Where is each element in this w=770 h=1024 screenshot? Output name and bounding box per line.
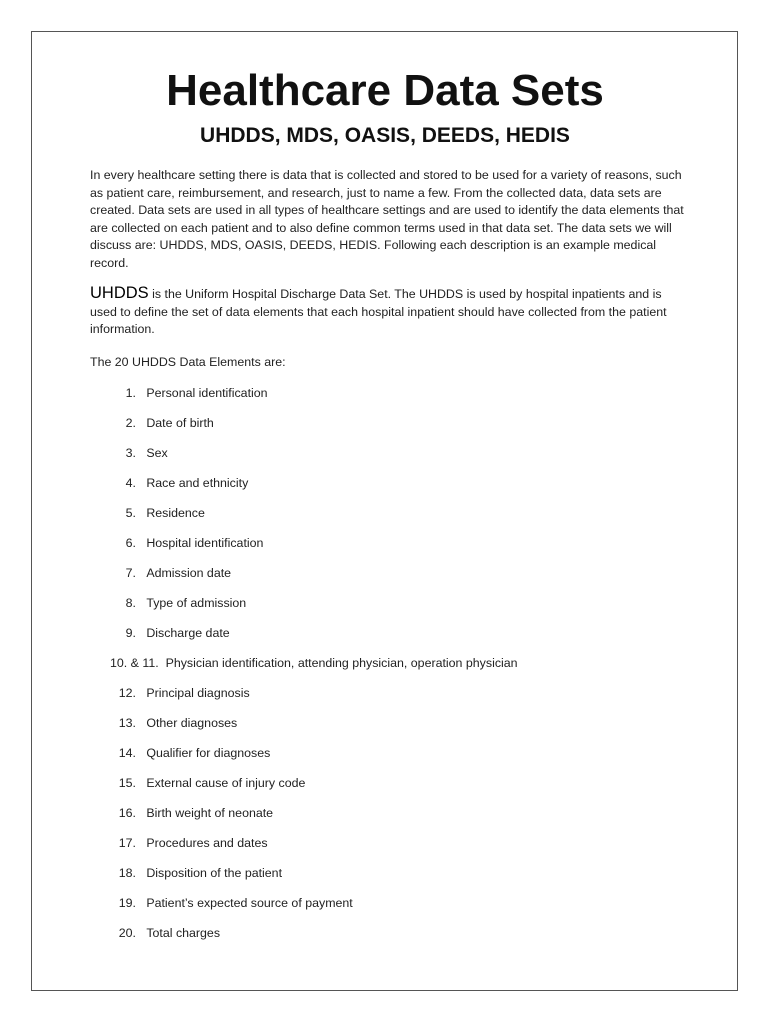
list-item xyxy=(90,774,518,804)
item-text: Type of admission xyxy=(146,596,247,610)
item-number: 20. xyxy=(118,926,136,940)
item-text: External cause of injury code xyxy=(146,776,306,790)
list-item xyxy=(90,384,518,414)
item-text: Procedures and dates xyxy=(146,836,268,850)
uhdds-term: UHDDS xyxy=(90,284,149,302)
list-item xyxy=(90,414,518,444)
list-item xyxy=(90,594,518,624)
uhdds-paragraph xyxy=(90,285,690,339)
item-text: Patient’s expected source of payment xyxy=(146,896,353,910)
list-item xyxy=(90,924,518,954)
data-elements-list xyxy=(90,384,518,954)
item-text: Other diagnoses xyxy=(146,716,238,730)
item-text: Total charges xyxy=(146,926,221,940)
item-number: 4. xyxy=(125,476,136,490)
list-item xyxy=(90,504,518,534)
item-number: 2. xyxy=(125,416,136,430)
item-text: Hospital identification xyxy=(146,536,264,550)
item-text: Race and ethnicity xyxy=(146,476,249,490)
item-text: Admission date xyxy=(146,566,232,580)
list-item xyxy=(90,474,518,504)
item-text: Birth weight of neonate xyxy=(146,806,274,820)
item-number: 5. xyxy=(125,506,136,520)
item-number: 6. xyxy=(125,536,136,550)
item-number: 10. & 11. xyxy=(110,656,159,670)
list-item xyxy=(90,624,518,654)
document-title: Healthcare Data Sets xyxy=(166,66,604,115)
list-intro: The 20 UHDDS Data Elements are: xyxy=(90,355,286,369)
item-number: 16. xyxy=(118,806,136,820)
intro-paragraph: In every healthcare setting there is data that is collected and stored to be used for a variety of reasons, such as patient care, reimbursement, and research, just to name a few. From the collected data, data sets are created. Data sets are used in all types of healthcare settings and are used to identify the data elements that are collected on each patient and to also define common terms used in that data set. The data sets we will discuss are: UHDDS, MDS, OASIS, DEEDS, HEDIS. Following each description is an example medical record. xyxy=(90,168,684,270)
list-item xyxy=(90,894,518,924)
item-number: 3. xyxy=(125,446,136,460)
list-item xyxy=(90,744,518,774)
item-number: 18. xyxy=(118,866,136,880)
item-text: Date of birth xyxy=(146,416,214,430)
item-text: Qualifier for diagnoses xyxy=(146,746,271,760)
item-text: Discharge date xyxy=(146,626,230,640)
list-item xyxy=(90,534,518,564)
item-number: 9. xyxy=(125,626,136,640)
item-text: Physician identification, attending physician, operation physician xyxy=(165,656,518,670)
list-item xyxy=(90,804,518,834)
item-text: Residence xyxy=(146,506,205,520)
document-subtitle: UHDDS, MDS, OASIS, DEEDS, HEDIS xyxy=(200,124,570,147)
item-number: 13. xyxy=(118,716,136,730)
list-item xyxy=(90,714,518,744)
uhdds-description: is the Uniform Hospital Discharge Data Set. The UHDDS is used by hospital inpatients and is used to define the set of data elements that each hospital inpatient should have collected from the patient information. xyxy=(90,287,667,337)
list-item xyxy=(90,684,518,714)
list-item xyxy=(90,654,518,684)
item-number: 1. xyxy=(125,386,136,400)
item-number: 12. xyxy=(118,686,136,700)
list-item xyxy=(90,444,518,474)
list-item xyxy=(90,564,518,594)
list-item xyxy=(90,834,518,864)
item-number: 7. xyxy=(125,566,136,580)
item-text: Principal diagnosis xyxy=(146,686,250,700)
item-number: 17. xyxy=(118,836,136,850)
item-number: 15. xyxy=(118,776,136,790)
item-number: 14. xyxy=(118,746,136,760)
item-number: 19. xyxy=(118,896,136,910)
list-item xyxy=(90,864,518,894)
item-text: Personal identification xyxy=(146,386,268,400)
item-number: 8. xyxy=(125,596,136,610)
item-text: Disposition of the patient xyxy=(146,866,283,880)
item-text: Sex xyxy=(146,446,168,460)
